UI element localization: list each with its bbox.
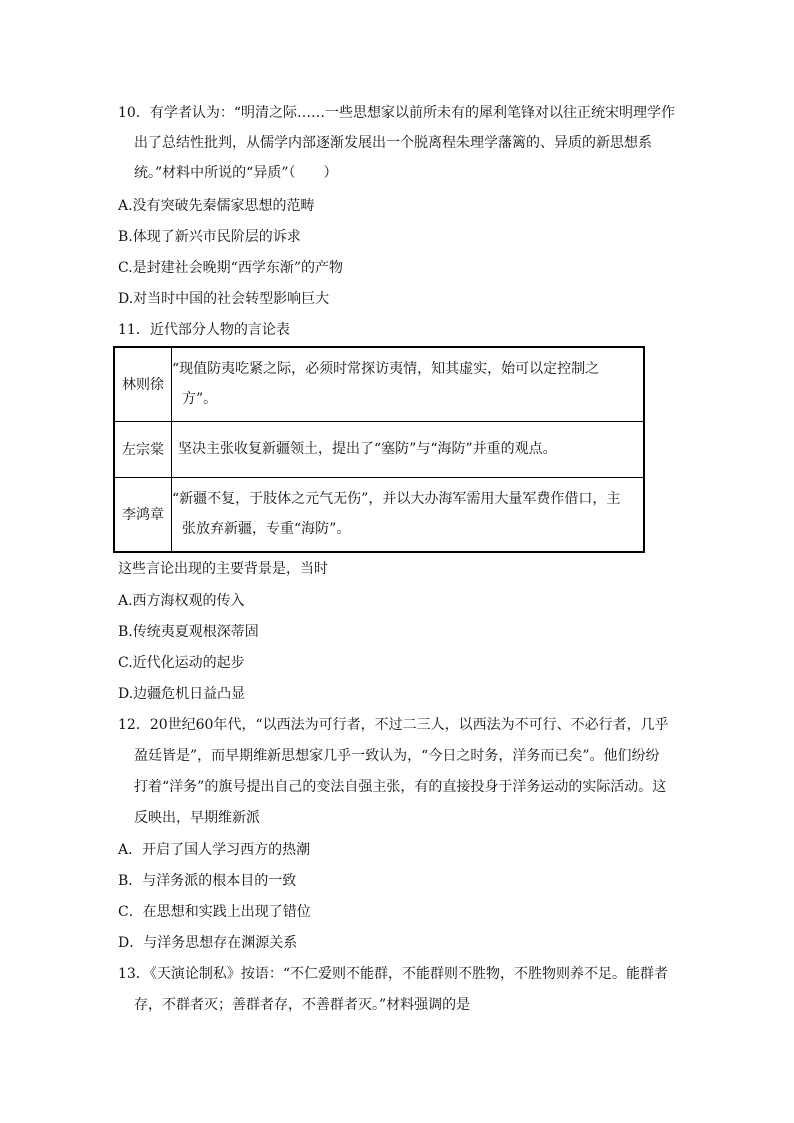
q13-stem-line2: 存，不群者灭；善群者存，不善群者灭。”材料强调的是: [134, 997, 471, 1013]
person-name: 左宗棠: [114, 421, 172, 477]
q12-stem-line3: 打着“洋务”的旗号提出自己的变法自强主张，有的直接投身于洋务运动的实际活动。这: [134, 779, 667, 795]
person-name: 林则徐: [114, 347, 172, 421]
quote-line: 坚决主张收复新疆领土，提出了“塞防”与“海防”并重的观点。: [178, 441, 557, 457]
q10-stem-line1: 10．有学者认为：“明清之际……一些思想家以前所未有的犀利笔锋对以往正统宋明理学作: [118, 105, 675, 121]
q10-stem-line3: 统。”材料中所说的“异质”（ ）: [134, 165, 338, 181]
person-name: 李鸿章: [114, 477, 172, 552]
quote-cell: [172, 421, 645, 477]
quote-line: 方”。: [182, 391, 218, 408]
quote-line: “现值防夷吃紧之际，必须时常探访夷情，知其虚实，始可以定控制之: [172, 361, 600, 378]
q13-stem-line1: 13．《天演论制私》按语：“不仁爱则不能群，不能群则不胜物，不胜物则养不足。能群者: [118, 966, 668, 982]
q10-option-a: A.没有突破先秦儒家思想的范畴: [118, 198, 315, 214]
q12-stem-line1: 12．20世纪60年代，“以西法为可行者，不过二三人，以西法为不可行、不必行者，几乎: [118, 717, 669, 733]
quotes-table: [113, 346, 645, 553]
q10-stem-line2: 出了总结性批判，从儒学内部逐渐发展出一个脱离程朱理学藩篱的、异质的新思想系: [134, 135, 652, 151]
q11-option-b: B.传统夷夏观根深蒂固: [118, 624, 259, 640]
q11-question: 这些言论出现的主要背景是，当时: [118, 561, 328, 577]
table-row: [114, 477, 644, 552]
q12-option-d: D．与洋务思想存在渊源关系: [118, 935, 298, 951]
table-row: [114, 421, 644, 477]
q11-option-d: D.边疆危机日益凸显: [118, 686, 246, 702]
quote-line: 张放弃新疆，专重“海防”。: [182, 521, 351, 538]
quote-cell: [172, 347, 645, 421]
q12-option-b: B．与洋务派的根本目的一致: [118, 873, 297, 889]
q10-option-d: D.对当时中国的社会转型影响巨大: [118, 291, 330, 307]
q11-option-a: A.西方海权观的传入: [118, 593, 245, 609]
q10-option-b: B.体现了新兴市民阶层的诉求: [118, 229, 301, 245]
q10-option-c: C.是封建社会晚期“西学东渐”的产物: [118, 260, 343, 276]
q12-option-a: A．开启了国人学习西方的热潮: [118, 842, 311, 858]
q12-option-c: C．在思想和实践上出现了错位: [118, 904, 311, 920]
quote-cell: [172, 477, 645, 552]
quote-line: “新疆不复，于肢体之元气无伤”，并以大办海军需用大量军费作借口，主: [172, 491, 621, 508]
q12-stem-line4: 反映出，早期维新派: [134, 810, 260, 826]
q12-stem-line2: 盈廷皆是”，而早期维新思想家几乎一致认为，“今日之时务，洋务而已矣”。他们纷纷: [134, 748, 660, 764]
table-row: [114, 347, 644, 421]
q11-stem: 11．近代部分人物的言论表: [118, 322, 290, 338]
q11-option-c: C.近代化运动的起步: [118, 655, 245, 671]
